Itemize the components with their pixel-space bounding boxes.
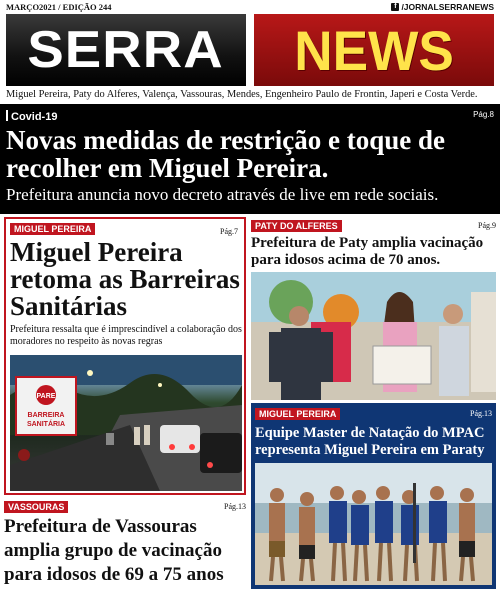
story-kicker: VASSOURAS: [4, 501, 68, 513]
facebook-icon: f: [391, 3, 399, 11]
lead-subhead: Prefeitura anuncia novo decreto através de live em rede sociais.: [6, 185, 439, 204]
social-handle[interactable]: [391, 2, 494, 12]
story-headline[interactable]: Prefeitura de Vassouras amplia grupo de vacinação para idosos de 69 a 75 anos: [4, 516, 224, 585]
story-page: Pág.7: [220, 227, 238, 236]
story-kicker: MIGUEL PEREIRA: [255, 408, 340, 420]
edition-info: MARÇO2021 / EDIÇÃO 244: [6, 2, 112, 12]
story-headline[interactable]: Equipe Master de Natação do MPAC representa Miguel Pereira em Paraty: [255, 425, 485, 458]
story-page: Pág.13: [470, 409, 492, 418]
masthead: [6, 14, 494, 86]
brand-news: NEWS: [294, 18, 454, 82]
story-description: Prefeitura ressalta que é imprescindível a colaboração dos moradores no respeito às novas regras: [10, 324, 242, 347]
story-vassouras[interactable]: [4, 498, 246, 590]
brand-serra: SERRA: [27, 21, 225, 79]
story-page: Pág.9: [478, 221, 496, 230]
swim-team-photo: [255, 463, 492, 585]
story-kicker: PATY DO ALFERES: [251, 220, 342, 232]
story-kicker: MIGUEL PEREIRA: [10, 223, 95, 235]
top-line: [6, 2, 494, 13]
lead-story[interactable]: [0, 104, 500, 214]
brand-news-block: [254, 14, 494, 86]
story-page: Pág.13: [224, 502, 246, 511]
story-headline[interactable]: Miguel Pereira retoma as Barreiras Sanitárias: [10, 237, 240, 321]
lead-headline[interactable]: Novas medidas de restrição e toque de recolher em Miguel Pereira.: [6, 125, 445, 183]
sign-barreira-text: BARREIRA: [27, 412, 65, 419]
story-headline[interactable]: Prefeitura de Paty amplia vacinação para idosos acima de 70 anos.: [251, 235, 484, 268]
social-handle-text: /JORNALSERRANEWS: [401, 2, 494, 12]
sign-sanitaria-text: SANITÁRIA: [26, 421, 66, 428]
lead-tag: Covid-19: [6, 110, 57, 123]
coverage-towns: Miguel Pereira, Paty do Alferes, Valença, Vassouras, Mendes, Engenheiro Paulo de Frontin, Japeri e Costa Verde.: [6, 89, 478, 100]
vaccination-team-photo: [251, 272, 496, 400]
story-natacao[interactable]: [251, 403, 496, 589]
barrier-night-photo: [10, 355, 242, 491]
story-paty-vacinacao[interactable]: [251, 217, 496, 403]
brand-serra-block: [6, 14, 246, 86]
lead-page: Pág.8: [473, 110, 494, 119]
story-barreiras[interactable]: [4, 217, 246, 495]
sign-pare-text: PARE: [36, 393, 56, 400]
